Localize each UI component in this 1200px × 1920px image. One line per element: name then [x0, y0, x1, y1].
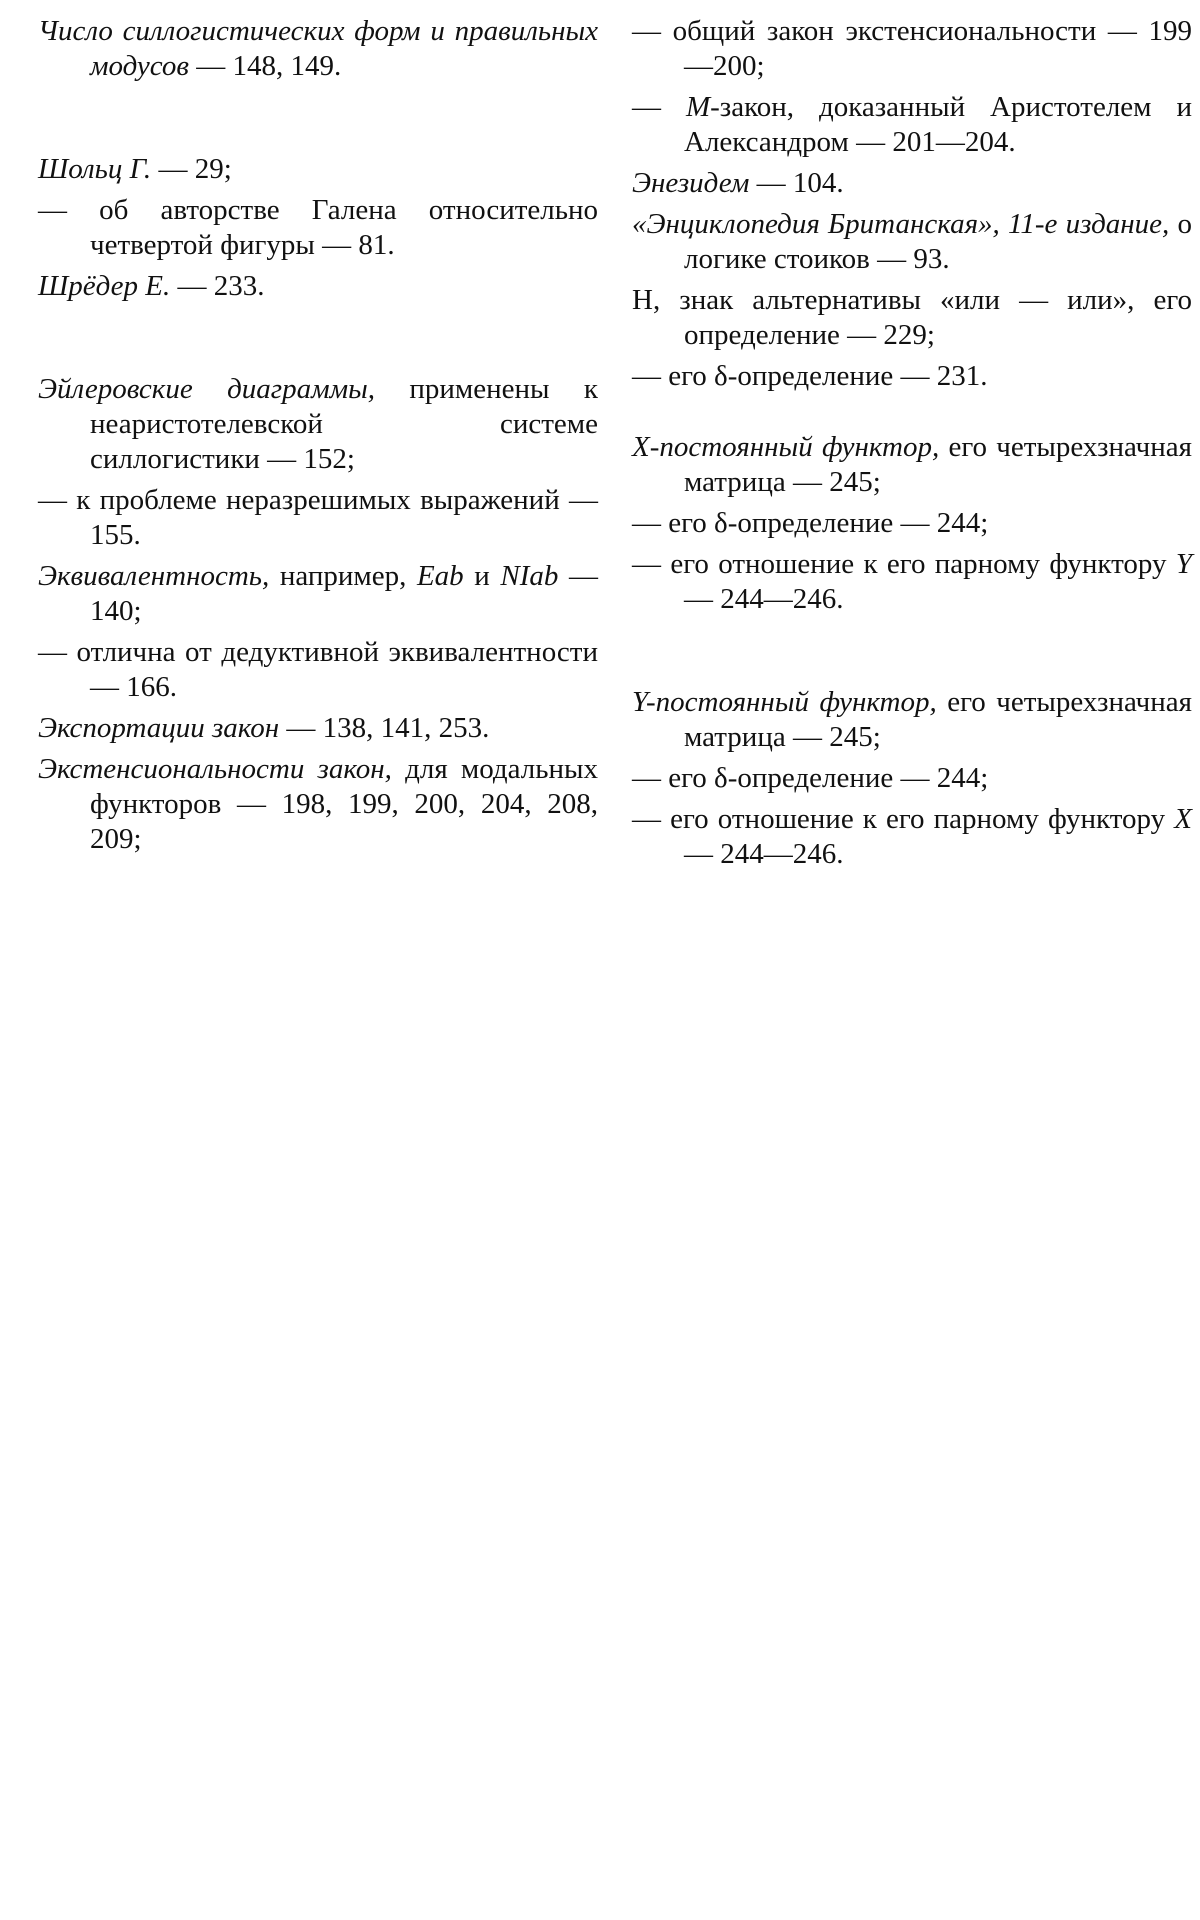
entry-pages: — 104. — [749, 167, 844, 199]
entry-pages: — 29; — [151, 153, 232, 185]
entry-text: например, — [269, 560, 417, 592]
entry-heading: Y-постоянный функтор, — [632, 686, 937, 718]
group-spacer — [632, 623, 1192, 685]
entry-heading: Число силлогистических форм и правильных модусов — [38, 15, 598, 82]
entry-heading: X-постоянный функтор, — [632, 431, 940, 463]
group-spacer — [38, 90, 598, 152]
entry-heading: Шрёдер Е. — [38, 270, 171, 302]
entry-heading: Шольц Г. — [38, 153, 152, 185]
entry-heading: «Энциклопедия Британская», 11-е издание, — [632, 208, 1170, 240]
entry-pages: — 233. — [170, 270, 265, 302]
entry-pages: применены к неаристотелевской системе силлогистики — 152; — [90, 373, 599, 475]
entry-pages: его четырехзначная матрица — 245; — [684, 686, 1192, 753]
entry-text: и — [463, 560, 501, 592]
formula: Eab — [416, 560, 464, 592]
index-entry — [38, 372, 598, 477]
entry-pages: — 140; — [90, 560, 598, 627]
index-subentry: — об авторстве Галена относительно четвертой фигуры — 81. — [38, 194, 598, 261]
index-entry — [38, 711, 598, 746]
entry-pages: — 244—246. — [684, 838, 844, 870]
index-subentry — [632, 802, 1192, 872]
entry-pages: его четырехзначная матрица — 245; — [684, 431, 1192, 498]
entry-text: — его отношение к его парному функтору — [632, 803, 1175, 835]
index-column-left — [38, 14, 598, 863]
entry-text: — его отношение к его парному функтору — [632, 548, 1176, 580]
entry-heading: Эквивалентность, — [38, 560, 270, 592]
index-column-right — [632, 14, 1192, 878]
entry-pages: для модальных функторов — 198, 199, 200, 204, 208, 209; — [90, 753, 598, 855]
formula: Y — [1175, 548, 1192, 580]
index-subentry: — отлична от дедуктивной эквивалентности — 166. — [38, 636, 598, 703]
index-subentry: — его δ-определение — 244; — [632, 762, 989, 794]
group-spacer — [38, 310, 598, 372]
index-entry — [38, 269, 598, 304]
entry-heading: Экстенсиональности закон, — [38, 753, 392, 785]
index-entry — [38, 14, 598, 84]
index-entry — [632, 430, 1192, 500]
entry-heading: Эйлеровские диаграммы, — [38, 373, 376, 405]
formula: X — [1174, 803, 1192, 835]
group-spacer — [632, 400, 1192, 430]
entry-heading: Энезидем — [632, 167, 750, 199]
entry-pages: -закон, доказанный Аристотелем и Александром — 201—204. — [684, 91, 1192, 158]
index-subentry: — к проблеме неразрешимых выражений — 155. — [38, 484, 598, 551]
index-entry — [38, 559, 598, 629]
index-subentry: — общий закон экстенсиональности — 199—200; — [632, 15, 1192, 82]
index-entry — [38, 152, 598, 187]
formula: NIab — [500, 560, 559, 592]
index-entry — [632, 166, 1192, 201]
index-subentry — [632, 90, 1192, 160]
entry-text: — — [632, 91, 686, 123]
entry-heading: Экспортации закон — [38, 712, 280, 744]
index-entry: Н, знак альтернативы «или — или», его определение — 229; — [632, 284, 1192, 351]
entry-pages: — 138, 141, 253. — [279, 712, 490, 744]
index-entry — [632, 207, 1192, 277]
entry-heading: М — [685, 91, 711, 123]
entry-pages: о логике стоиков — 93. — [684, 208, 1193, 275]
index-entry — [632, 685, 1192, 755]
index-entry — [38, 752, 598, 857]
index-subentry: — его δ-определение — 244; — [632, 507, 989, 539]
index-subentry — [632, 547, 1192, 617]
entry-pages: — 244—246. — [684, 583, 844, 615]
entry-pages: — 148, 149. — [189, 50, 342, 82]
index-subentry: — его δ-определение — 231. — [632, 360, 988, 392]
